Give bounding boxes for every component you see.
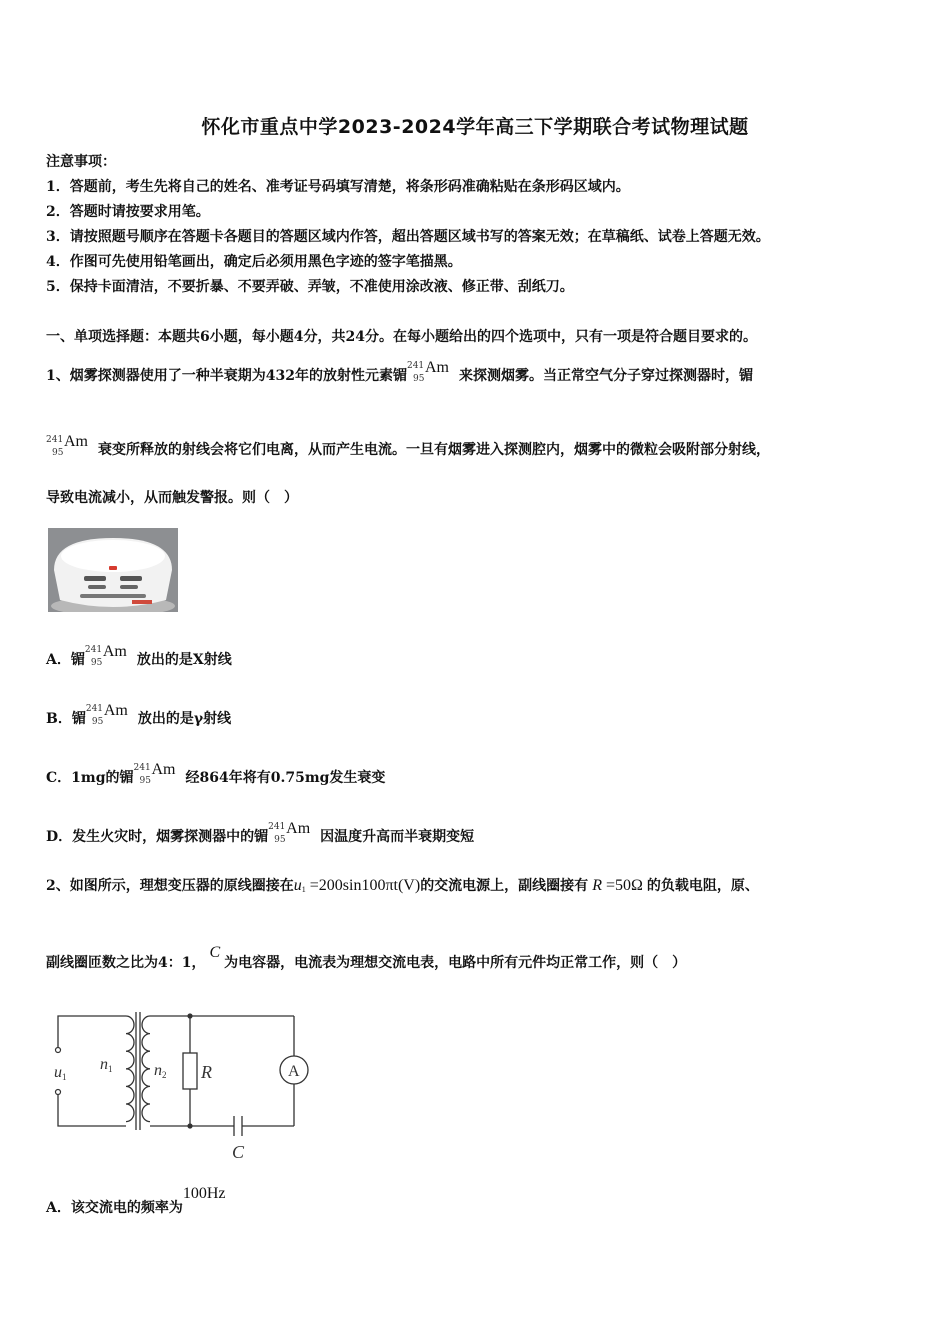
svg-text:A: A [288, 1063, 300, 1080]
q1-option-d: D．发生火灾时，烟雾探测器中的镅 241 95 Am 因温度升高而半衰期变短 [46, 817, 474, 847]
am-isotope: 241 95 Am [268, 820, 311, 845]
transformer-circuit-diagram [50, 1008, 310, 1172]
section-heading: 一、单项选择题：本题共6小题，每小题4分，共24分。在每小题给出的四个选项中，只有一项是符合题目要求的。 [46, 329, 757, 345]
svg-text:R: R [201, 1062, 212, 1082]
q1-line-3: 导致电流减小，从而触发警报。则（ ） [46, 490, 298, 506]
am-isotope: 241 95 Am [84, 643, 127, 668]
note-item-5: 5．保持卡面清洁，不要折暴、不要弄破、弄皱，不准使用涂改液、修正带、刮纸刀。 [46, 279, 574, 295]
svg-text:C: C [232, 1142, 245, 1162]
svg-text:n1: n1 [100, 1056, 113, 1074]
am-isotope: 241 95 Am [85, 702, 128, 727]
am-isotope: 241 95 Am [133, 761, 176, 786]
q1-option-a: A．镅 241 95 Am 放出的是X射线 [46, 640, 232, 670]
q1-text-1: 1、烟雾探测器使用了一种半衰期为432年的放射性元素镅 [46, 368, 407, 384]
q2-line-2: 副线圈匝数之比为4：1， C 为电容器，电流表为理想交流电表，电路中所有元件均正常工作，则（ ） [46, 944, 687, 971]
resistance-formula: R =50Ω [592, 877, 643, 894]
q1-line-1 [46, 356, 753, 386]
note-item-1: 1．答题前，考生先将自己的姓名、准考证号码填写清楚，将条形码准确粘贴在条形码区域内。 [46, 179, 630, 195]
am-isotope: 241 95 Am [406, 359, 449, 384]
q2-option-a: A．该交流电的频率为100Hz [46, 1185, 226, 1216]
svg-text:u1: u1 [54, 1064, 67, 1082]
q1-option-b: B．镅 241 95 Am 放出的是γ射线 [46, 699, 231, 729]
note-item-4: 4．作图可先使用铅笔画出，确定后必须用黑色字迹的签字笔描黑。 [46, 254, 462, 270]
page-title: 怀化市重点中学2023-2024学年高三下学期联合考试物理试题 [201, 116, 749, 138]
q1-text-3: 衰变所释放的射线会将它们电离，从而产生电流。一旦有烟雾进入探测腔内，烟雾中的微粒会吸附部分射线， [98, 442, 770, 458]
q1-line-2 [46, 430, 770, 460]
q1-text-2: 来探测烟雾。当正常空气分子穿过探测器时，镅 [458, 368, 753, 384]
notes-heading: 注意事项： [46, 154, 116, 170]
note-item-3: 3．请按照题号顺序在答题卡各题目的答题区域内作答，超出答题区域书写的答案无效；在草稿纸、试卷上答题无效。 [46, 229, 770, 245]
q1-option-c: C．1mg的镅 241 95 Am 经864年将有0.75mg发生衰变 [46, 758, 385, 788]
svg-text:n2: n2 [154, 1062, 167, 1080]
q2-line-1: 2、如图所示，理想变压器的原线圈接在$u_1 =200\sin 100\pi t(V)$的交流电源上，副线圈接有 R =50Ω 的负载电阻，原、 [46, 877, 759, 894]
capacitor-symbol: C [209, 944, 221, 961]
note-item-2: 2．答题时请按要求用笔。 [46, 204, 210, 220]
smoke-detector-image [48, 528, 178, 612]
voltage-formula: $u_1 =200\sin 100\pi t(V)$ [293, 877, 421, 894]
am-isotope: 241 95 Am [46, 433, 88, 458]
